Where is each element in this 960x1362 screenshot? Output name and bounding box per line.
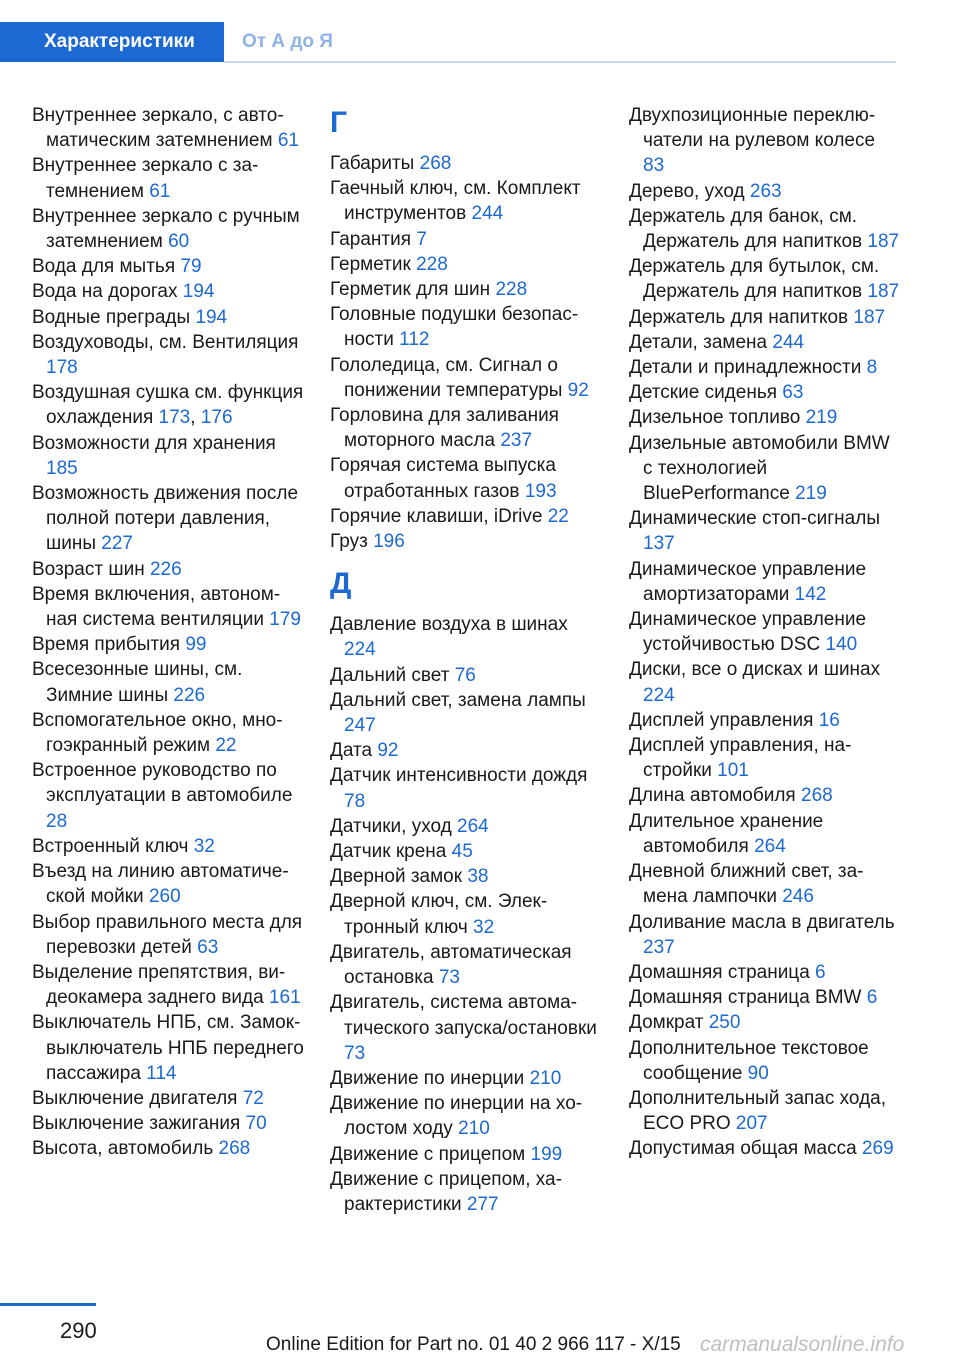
index-entry: [32, 103, 304, 153]
index-entry: [629, 708, 901, 733]
page-link[interactable]: 237: [643, 936, 675, 958]
page-link[interactable]: 226: [149, 558, 182, 580]
page-link[interactable]: 196: [373, 531, 405, 553]
page-link[interactable]: 247: [344, 715, 376, 737]
section-letter-d: Д: [330, 567, 352, 601]
page-link[interactable]: 83: [643, 155, 665, 177]
index-term: Датчики, уход: [330, 815, 452, 837]
page-link[interactable]: 210: [529, 1067, 562, 1089]
page-link[interactable]: 226: [173, 684, 206, 706]
index-entry: [330, 1091, 602, 1141]
index-term: Вспомогательное окно, многоэкранный режим: [32, 709, 283, 757]
section-g-entries: [330, 151, 602, 554]
index-entry: [330, 940, 602, 990]
header-bar: [0, 22, 896, 64]
index-term: Домашняя страница: [629, 961, 810, 983]
index-entry: [330, 663, 602, 688]
index-term: Выключатель НПБ, см. Замок-выключатель НПБ переднего пассажира: [32, 1012, 304, 1084]
index-entry: [629, 254, 901, 304]
index-entry: [330, 688, 602, 738]
index-entry: [629, 607, 901, 657]
index-entry: [32, 708, 304, 758]
page-link[interactable]: 207: [735, 1113, 768, 1135]
index-entry: [629, 380, 901, 405]
watermark-logo: carmanualsonline.info: [700, 1333, 905, 1356]
page-link[interactable]: 32: [193, 835, 215, 857]
index-term: Дисплей управления, настройки: [629, 735, 852, 782]
index-entry: [629, 960, 901, 985]
index-entry: [32, 153, 304, 203]
index-entry: [330, 889, 602, 939]
page-link[interactable]: 7: [416, 228, 427, 250]
index-term: Дисплей управления: [629, 709, 814, 731]
index-term: Доливание масла в двигатель: [629, 911, 895, 933]
index-term: Дверной ключ, см. Электронный ключ: [330, 891, 548, 938]
page-link[interactable]: 76: [454, 664, 476, 686]
page-link[interactable]: 92: [377, 740, 399, 762]
page-link[interactable]: 250: [708, 1012, 741, 1034]
index-term: Внутреннее зеркало с ручным затемнением: [32, 205, 300, 253]
index-entry: [629, 733, 901, 783]
index-term: Водные преграды: [32, 306, 191, 328]
index-term: Дополнительный запас хода, ECO PRO: [629, 1087, 887, 1135]
index-term: Гололедица, см. Сигнал о понижении температуры: [330, 354, 563, 401]
page-link[interactable]: 269: [861, 1138, 894, 1160]
page-link[interactable]: 61: [149, 180, 171, 202]
page-link[interactable]: 101: [717, 760, 749, 782]
index-entry: [629, 657, 901, 707]
index-entry: [629, 506, 901, 556]
index-term: Горловина для заливания моторного масла: [330, 405, 559, 452]
index-term: Дерево, уход: [629, 180, 745, 202]
index-entry: [32, 1111, 304, 1136]
index-term: Головные подушки безопасности: [330, 304, 579, 351]
index-term: Датчик интенсивности дождя: [330, 765, 588, 787]
index-entry: [330, 738, 602, 763]
index-entry: [32, 254, 304, 279]
index-term: Время прибытия: [32, 634, 181, 656]
page-link[interactable]: 179: [269, 609, 301, 631]
index-term: Детали и принадлежности: [629, 357, 862, 379]
index-term: Домкрат: [629, 1012, 704, 1034]
page-link[interactable]: 263: [749, 180, 782, 202]
index-term: Дневной ближний свет, замена лампочки: [629, 861, 864, 908]
page-link[interactable]: 219: [795, 483, 827, 505]
index-term: Вода на дорогах: [32, 281, 178, 303]
page-link[interactable]: 161: [268, 987, 301, 1009]
index-term: Дальний свет, замена лампы: [330, 689, 586, 711]
page-link[interactable]: 224: [643, 684, 675, 706]
index-term: Воздушная сушка см. функция охлаждения: [32, 382, 304, 429]
index-entry: [330, 814, 602, 839]
index-term: Встроенный ключ: [32, 835, 189, 857]
index-entry: [330, 1167, 602, 1217]
index-term: Высота, автомобиль: [32, 1138, 214, 1160]
page-link[interactable]: 38: [467, 866, 489, 888]
page-link[interactable]: 45: [451, 841, 473, 863]
page-number: 290: [60, 1318, 97, 1343]
index-entry: [330, 839, 602, 864]
index-entry: [32, 1136, 304, 1161]
index-term: Дата: [330, 740, 373, 762]
index-entry: [330, 990, 602, 1066]
page-link[interactable]: 99: [185, 634, 207, 656]
index-entry: [629, 1010, 901, 1035]
index-term: Внутреннее зеркало, с автоматическим затемнением: [32, 105, 284, 152]
index-entry: [629, 431, 901, 507]
index-term: Движение с прицепом: [330, 1143, 526, 1165]
index-term: Возможность движения после полной потери давления, шины: [32, 483, 299, 555]
index-entry: [32, 279, 304, 304]
index-term: Дополнительное текстовое сообщение: [629, 1037, 869, 1084]
index-entry: [330, 864, 602, 889]
index-entry: [629, 1136, 901, 1161]
index-term: Допустимая общая масса: [629, 1138, 857, 1160]
page-link[interactable]: 22: [215, 735, 237, 757]
page-link[interactable]: 187: [867, 281, 900, 303]
index-term: Вода для мытья: [32, 256, 176, 278]
index-term: Двигатель, система автоматического запуска/остановки: [330, 992, 597, 1039]
index-column-2: [330, 103, 602, 1217]
page-link[interactable]: 73: [344, 1042, 366, 1064]
index-term: Внутреннее зеркало с затемнением: [32, 155, 259, 202]
page-link[interactable]: 140: [825, 634, 858, 656]
index-term: Время включения, автономная система вентиляции: [32, 583, 281, 631]
index-term: Всесезонные шины, см. Зимние шины: [32, 659, 243, 706]
index-term: Динамические стоп-сигналы: [629, 508, 880, 530]
index-term: Датчик крена: [330, 841, 447, 863]
index-term: Возможности для хранения: [32, 432, 276, 454]
index-term: Габариты: [330, 153, 415, 174]
index-term: Дверной замок: [330, 866, 463, 888]
index-term: Дизельное топливо: [629, 407, 801, 429]
page-link[interactable]: 264: [754, 835, 786, 857]
index-term: Дальний свет: [330, 664, 450, 686]
index-entry: [330, 252, 602, 277]
index-term: Движение с прицепом, характеристики: [330, 1168, 562, 1215]
index-entry: [32, 582, 304, 632]
index-entry: [330, 1066, 602, 1091]
index-term: Давление воздуха в шинах: [330, 614, 568, 636]
index-entry: [330, 176, 602, 226]
page-link[interactable]: 28: [46, 810, 68, 832]
page-link[interactable]: 16: [818, 709, 840, 731]
page-link[interactable]: 142: [794, 583, 827, 605]
page-link[interactable]: 79: [180, 256, 202, 278]
index-entry: [629, 809, 901, 859]
index-term: Груз: [330, 531, 368, 553]
index-column-1: [32, 103, 304, 1162]
page-link[interactable]: 193: [524, 480, 557, 502]
page-link[interactable]: 137: [643, 533, 675, 555]
page-link[interactable]: 268: [419, 153, 452, 174]
index-term: Движение по инерции: [330, 1067, 525, 1089]
page-link[interactable]: 199: [530, 1143, 563, 1165]
index-entry: [32, 557, 304, 582]
index-term: Держатель для напитков: [629, 306, 849, 328]
index-term: Воздуховоды, см. Вентиляция: [32, 331, 299, 353]
index-term: Держатель для банок, см. Держатель для напитков: [629, 205, 863, 253]
page-link[interactable]: 264: [457, 815, 489, 837]
header-rule: [224, 61, 896, 63]
index-term: Дизельные автомобили BMW с технологией BluePerformance: [629, 432, 890, 505]
page-link[interactable]: 173: [158, 407, 191, 429]
page-link[interactable]: 63: [782, 382, 804, 404]
page-link[interactable]: 260: [148, 886, 181, 908]
index-entry: [330, 763, 602, 813]
index-entry: [629, 305, 901, 330]
index-entry: [32, 1086, 304, 1111]
index-entry: [330, 277, 602, 302]
page-link[interactable]: 237: [500, 430, 533, 452]
index-entry: [330, 504, 602, 529]
index-entry: [629, 179, 901, 204]
tab-characteristics[interactable]: Характеристики: [0, 22, 224, 62]
index-entry: [629, 204, 901, 254]
index-term: Домашняя страница BMW: [629, 987, 862, 1009]
index-entry: [629, 1086, 901, 1136]
page-link[interactable]: 72: [242, 1087, 264, 1109]
index-entry: [330, 529, 602, 554]
page-link[interactable]: 185: [46, 457, 78, 479]
page-link[interactable]: 70: [245, 1113, 267, 1135]
index-entry: [629, 1036, 901, 1086]
index-term: Выбор правильного места для перевозки детей: [32, 911, 303, 958]
page-link[interactable]: 92: [567, 379, 589, 401]
page-link[interactable]: 6: [815, 961, 826, 983]
index-entry: [629, 405, 901, 430]
page-link[interactable]: 60: [168, 231, 190, 253]
page-link[interactable]: 277: [466, 1193, 499, 1215]
index-term: Двухпозиционные переключатели на рулевом колесе: [629, 105, 876, 152]
index-term: Длительное хранение автомобиля: [629, 810, 824, 857]
index-entry: [32, 960, 304, 1010]
page-link[interactable]: 90: [747, 1062, 769, 1084]
index-entry: [330, 453, 602, 503]
index-entry: [32, 1010, 304, 1086]
index-term: Горячие клавиши, iDrive: [330, 505, 543, 527]
page-link[interactable]: 8: [866, 357, 878, 379]
index-term: Герметик для шин: [330, 279, 491, 301]
index-entry: [32, 834, 304, 859]
index-entry: [629, 103, 901, 179]
index-entry: Воздушная сушка см. функция охлаждения 173, 176: [32, 382, 304, 429]
index-term: Встроенное руководство по эксплуатации в автомобиле: [32, 760, 293, 807]
index-entry: [32, 431, 304, 481]
page-link[interactable]: 224: [344, 639, 376, 661]
index-entry: [629, 783, 901, 808]
index-term: Гаечный ключ, см. Комплект инструментов: [330, 178, 581, 225]
index-entry: [32, 859, 304, 909]
index-entry: [32, 330, 304, 380]
index-term: Выделение препятствия, видеокамера заднего вида: [32, 961, 286, 1009]
page-link[interactable]: 244: [471, 203, 504, 225]
index-entry: [330, 612, 602, 662]
index-entry: [629, 355, 901, 380]
page-link[interactable]: 61: [277, 130, 299, 152]
index-entry: [330, 403, 602, 453]
index-term: Диски, все о дисках и шинах: [629, 659, 881, 681]
page-link[interactable]: 114: [146, 1062, 177, 1084]
page-link[interactable]: 112: [399, 329, 430, 351]
page-link[interactable]: 194: [182, 281, 215, 303]
section-d-entries: [330, 612, 602, 1217]
index-term: Герметик: [330, 253, 411, 275]
index-term: Динамическое управление амортизаторами: [629, 558, 867, 605]
index-term: Выключение двигателя: [32, 1087, 238, 1109]
page-link[interactable]: 244: [772, 331, 805, 353]
page-link[interactable]: 6: [866, 987, 878, 1009]
index-entry: [330, 302, 602, 352]
index-term: Движение по инерции на холостом ходу: [330, 1093, 583, 1140]
index-term: Детали, замена: [629, 331, 768, 353]
page-link[interactable]: 22: [547, 505, 569, 527]
page-link[interactable]: 227: [101, 533, 133, 555]
index-entry: [330, 1142, 602, 1167]
index-term: Въезд на линию автоматической мойки: [32, 861, 289, 908]
index-term: Горячая система выпуска отработанных газов: [330, 455, 556, 502]
index-entry: [32, 910, 304, 960]
index-entry: [330, 353, 602, 403]
index-entry: [32, 481, 304, 557]
page-link[interactable]: 187: [853, 306, 886, 328]
index-term: Детские сиденья: [629, 382, 778, 404]
page-link[interactable]: 63: [197, 936, 219, 958]
index-entry: [330, 151, 602, 176]
index-term: Длина автомобиля: [629, 785, 796, 807]
index-term: Выключение зажигания: [32, 1113, 241, 1135]
page-link[interactable]: 32: [473, 916, 495, 938]
page-link[interactable]: 268: [218, 1138, 251, 1160]
page-link[interactable]: 78: [344, 790, 366, 812]
index-term: Двигатель, автоматическая остановка: [330, 941, 572, 989]
page-link[interactable]: 187: [867, 231, 900, 253]
page-link[interactable]: 268: [801, 785, 833, 807]
page-link[interactable]: 246: [782, 886, 814, 908]
index-entry: [629, 910, 901, 960]
page-link[interactable]: 176: [200, 407, 233, 429]
index-entry: [32, 657, 304, 707]
index-entry: [629, 985, 901, 1010]
page-link[interactable]: 219: [805, 407, 838, 429]
index-entry: [629, 330, 901, 355]
index-term: Гарантия: [330, 228, 412, 250]
page-link[interactable]: 228: [416, 253, 448, 275]
page-link[interactable]: 73: [438, 967, 460, 989]
index-term: Динамическое управление устойчивостью DSC: [629, 609, 867, 656]
tab-a-to-z[interactable]: От А до Я: [242, 31, 333, 52]
index-entry: [330, 227, 602, 252]
index-term: Возраст шин: [32, 558, 145, 580]
page-link[interactable]: 178: [46, 357, 78, 379]
page-link[interactable]: 228: [495, 279, 528, 301]
index-entry: [32, 632, 304, 657]
index-term: Держатель для бутылок, см. Держатель для напитков: [629, 256, 880, 303]
index-column-3: [629, 103, 901, 1162]
index-entry: [32, 204, 304, 254]
page-link[interactable]: 194: [195, 306, 228, 328]
index-entry: [629, 859, 901, 909]
index-entry: [32, 305, 304, 330]
edition-note: Online Edition for Part no. 01 40 2 966 117 - X/15: [266, 1334, 681, 1355]
footer-rule: [0, 1303, 96, 1306]
index-entry: [32, 758, 304, 834]
section-letter-g: Г: [330, 106, 348, 139]
page-link[interactable]: 210: [458, 1118, 490, 1140]
index-entry: [629, 557, 901, 607]
